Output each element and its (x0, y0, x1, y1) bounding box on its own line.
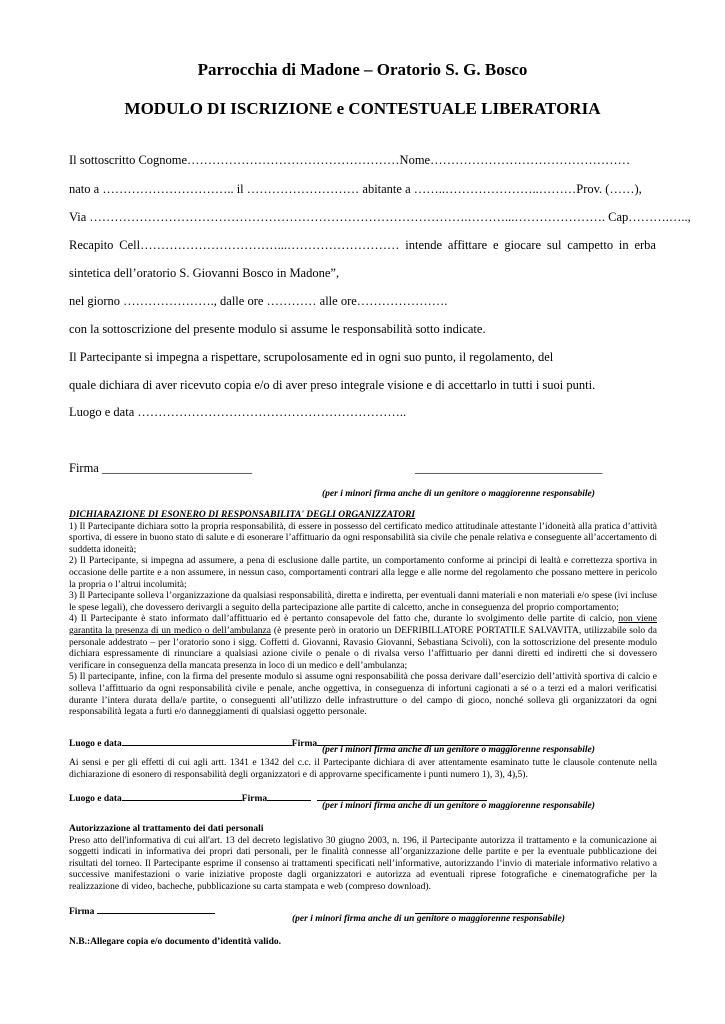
place-date-field[interactable] (122, 790, 242, 801)
signature-label: Firma (241, 794, 268, 804)
word: Cell……………………………...……………………… (119, 238, 400, 252)
surname-name-line: Il sottoscritto Cognome……………………………………………Nome………………………………………… (69, 153, 631, 167)
waiver-point-2: 2) Il Partecipante, si impegna ad assumere, a pena di esclusione dalle partite, un comportamento conforme ai principi di lealtà e correttezza sportiva in occasione delle partite e a non assumere, in nessun caso, comportamenti contrari alla legge e alle norme del regolamento che possano mettere in pericolo la propria o l’altrui incolumità; (69, 556, 657, 590)
signature-label: Firma (291, 739, 318, 749)
waiver-section (69, 510, 657, 719)
minors-note: (per i minori firma anche di un genitore o maggiorenne responsabile) (292, 914, 565, 924)
word: sul (546, 238, 562, 252)
word: erba (634, 238, 656, 252)
nb-note: N.B.:Allegare copia e/o documento d’identità valido. (69, 937, 281, 947)
date-time-line: nel giorno …………………., dalle ore ………… alle ore…………………. (69, 294, 448, 308)
waiver-point-5: 5) Il partecipante, infine, con la firma del presente modulo si assume ogni responsabilità che possa derivare dall’esercizio dell’attività sportiva di calcio e solleva l’affittuario da ogni responsabilità civile e penale, anche oggettiva, in conseguenza di infortuni cagionati a sé o a terzi ed a malori verificatisi durante l’intera durata della/e partite, o conseguenti all’utilizzo delle infrastrutture o del campo di gioco, nonché solleva gli organizzatori da ogni responsabilità legata a furti e/o danneggiamenti di qualsiasi oggetto personale. (69, 672, 657, 718)
parish-title: Parrocchia di Madone – Oratorio S. G. Bosco (197, 60, 528, 79)
form-title: MODULO DI ISCRIZIONE e CONTESTUALE LIBERATORIA (124, 99, 601, 118)
guardian-signature-line: ______________________________ (415, 461, 603, 475)
word: in (618, 238, 629, 252)
word: giocare (504, 238, 542, 252)
minors-note: (per i minori firma anche di un genitore o maggiorenne responsabile) (322, 801, 595, 811)
place-date-label: Luogo e data (69, 794, 122, 804)
privacy-text: Preso atto dell'informativa di cui all'art. 13 del decreto legislativo 30 giugno 2003, n. 196, il Partecipante autorizza il trattamento e la comunicazione ai soggetti indicati in informativa dei propri dati personali, per le finalità connesse all’organizzazione delle partite e per la eventuale pubblicazione dei risultati del torneo. Il Partecipante esprime il consenso ai trattamenti specificati nell’informative, autorizzando l’invio di materiale informativo relativo a successive manifestazioni o varie iniziative proposte dagli organizzatori e autorizza ad eventuali riprese fotografiche e cinematografiche per la realizzazione di video, bacheche, pubblicazione su carta stampata e web (compreso download). (69, 835, 657, 892)
place-date-label: Luogo e data (69, 739, 122, 749)
minors-note: (per i minori firma anche di un genitore o maggiorenne responsabile) (322, 489, 595, 499)
place-date-field[interactable] (122, 735, 292, 746)
rules-line-2: quale dichiara di aver ricevuto copia e/o di aver preso integrale visione e di accettarlo in tutti i suoi punti. (69, 378, 596, 392)
waiver-point-4-rest: (è presente però in oratorio un DEFRIBILLATORE PORTATILE SALVAVITA, utilizzabile solo da personale addestrato – per l’oratorio sono i sigg. Coffetti d. Giovanni, Ravasio Giovanni, Sebastiana Scivoli), con la sottoscrizione del presente modulo dichiara espressamente di rinunciare a qualsiasi azione civile o penale o di rivalsa verso l’affittuario per danni diretti ed indiretti che si dovessero verificare in conseguenza della mancata presenza in loco di un medico e dell’ambulanza; (69, 625, 657, 671)
location-line: sintetica dell’oratorio S. Giovanni Bosco in Madone”, (69, 266, 340, 280)
rules-line-1: Il Partecipante si impegna a rispettare, scrupolosamente ed in ogni suo punto, il regolamento, del (69, 350, 554, 364)
waiver-point-4 (69, 614, 657, 672)
word: e (492, 238, 499, 252)
signature-field[interactable] (97, 903, 215, 914)
responsibility-line: con la sottoscrizione del presente modulo si assume le responsabilità sotto indicate. (69, 322, 486, 336)
waiver-heading: DICHIARAZIONE DI ESONERO DI RESPONSABILITA' DEGLI ORGANIZZATORI (69, 510, 416, 520)
word: Recapito (69, 238, 114, 252)
contact-line (69, 238, 656, 253)
signature-label: Firma (69, 907, 95, 917)
word: affittare (447, 238, 488, 252)
signature-line: Firma ________________________ (69, 461, 252, 475)
guardian-signature-field[interactable] (415, 903, 543, 914)
privacy-heading: Autorizzazione al trattamento dei dati personali (69, 824, 264, 834)
word: campetto (567, 238, 614, 252)
word: intende (405, 238, 443, 252)
privacy-section (69, 824, 657, 894)
address-line: Via ……………………………………………………………………………….………...…………………. Cap……….….., (69, 210, 691, 224)
waiver-point-4-underlined: non viene garantita la presenza di un medico o dell’ambulanza (69, 614, 657, 636)
waiver-point-4-text: 4) Il Partecipante è stato informato dall’affittuario ed è pertanto consapevole del fatto che, durante lo svolgimento delle partite di calcio, (69, 614, 619, 625)
guardian-signature-field[interactable] (317, 790, 487, 801)
signature-field[interactable] (267, 790, 311, 801)
minors-note: (per i minori firma anche di un genitore o maggiorenne responsabile) (322, 745, 595, 755)
clauses-approval: Ai sensi e per gli effetti di cui agli artt. 1341 e 1342 del c.c. il Partecipante dichiara di aver attentamente esaminato tutte le clausole contenute nella dichiarazione di esonero di responsabilità degli organizzatori e di approvarne specificamente i punti numero 1), 3), 4),5). (69, 758, 657, 780)
waiver-point-3: 3) Il Partecipante solleva l’organizzazione da qualsiasi responsabilità, diretta e indiretta, per eventuali danni materiali e non materiali e/o spese (ivi incluse le spese legali), che dovessero derivargli a seguito della partecipazione alle partite di calcetto, anche in conseguenza del proprio comportamento; (69, 591, 657, 613)
place-date-line: Luogo e data ……………………………………………………….. (69, 405, 407, 419)
waiver-point-1: 1) Il Partecipante dichiara sotto la propria responsabilità, di essere in possesso del certificato medico attitudinale attestante l’idoneità alla pratica d’attività sportiva, di essere in buono stato di salute e di esonerare l’affittuario da ogni responsabilità sia civile che penale relativa e conseguente all’accertamento di suddetta idoneità; (69, 521, 657, 555)
birth-residence-line: nato a ………………………….. il ……………………… abitante a ……..…………………..………Prov. (……), (69, 182, 642, 196)
